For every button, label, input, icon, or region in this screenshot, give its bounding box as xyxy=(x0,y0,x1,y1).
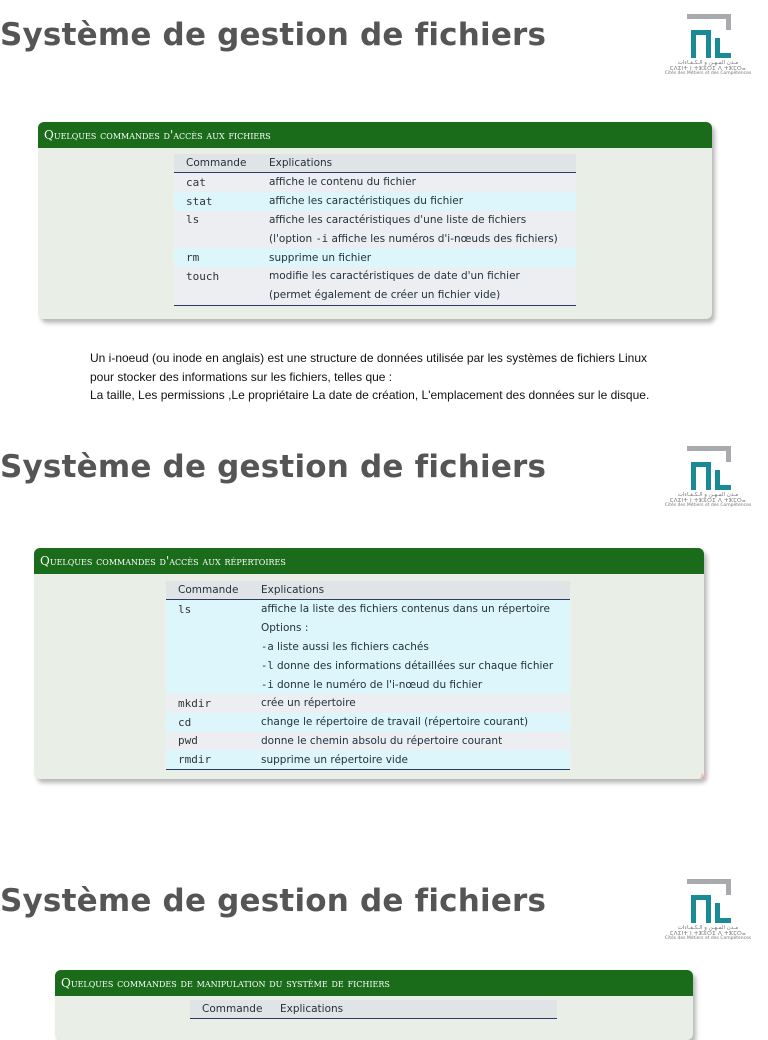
block-2 xyxy=(34,548,704,779)
slide-2-title: Système de gestion de fichiers xyxy=(0,449,547,485)
col-header-command: Commande xyxy=(166,581,249,600)
option-code: -i xyxy=(315,232,329,245)
command-cell xyxy=(166,656,249,675)
building-logo-icon xyxy=(683,877,733,925)
table-row xyxy=(166,675,570,694)
explanation-text: donne des informations détaillées sur chaque fichier xyxy=(273,659,554,672)
faint-stamp-mark: ℓℓ xyxy=(700,773,708,783)
logo-3 xyxy=(662,877,754,942)
explanation-cell: supprime un fichier xyxy=(257,248,576,267)
explanation-text: affiche les numéros d'i-nœuds des fichiers) xyxy=(328,232,558,245)
logo-tifinagh-text: ⵎⴷⵉⵏⵜ ⵏ ⵜⵣⵓⵔⵉ ⴷ ⵜⵣⵎⵔⴰ xyxy=(670,66,746,73)
col-header-explications: Explications xyxy=(249,581,570,600)
table-row xyxy=(174,211,576,230)
table-row xyxy=(174,248,576,267)
logo-tifinagh-text: ⵎⴷⵉⵏⵜ ⵏ ⵜⵣⵓⵔⵉ ⴷ ⵜⵣⵎⵔⴰ xyxy=(670,931,746,938)
building-logo-icon xyxy=(683,12,733,60)
table-header-row xyxy=(190,1000,557,1019)
paragraph-line: La taille, Les permissions ,Le propriétaire La date de création, L'emplacement des données sur le disque. xyxy=(90,388,650,402)
table-row xyxy=(166,694,570,713)
command-cell: pwd xyxy=(166,732,249,751)
explanation-text: donne le numéro de l'i-nœud du fichier xyxy=(273,678,483,691)
explanation-cell xyxy=(249,656,570,675)
table-row xyxy=(166,713,570,732)
table-row xyxy=(174,229,576,248)
explanation-cell: affiche la liste des fichiers contenus dans un répertoire xyxy=(249,600,570,619)
explanation-cell: crée un répertoire xyxy=(249,694,570,713)
table-row xyxy=(166,600,570,619)
logo-french-text: Cités des Métiers et des Compétences xyxy=(664,503,752,509)
explanation-cell: affiche les caractéristiques d'une liste de fichiers xyxy=(257,211,576,230)
command-cell: rmdir xyxy=(166,750,249,769)
explanation-text: liste aussi les fichiers cachés xyxy=(273,640,429,653)
command-cell: ls xyxy=(166,600,249,619)
command-cell xyxy=(166,619,249,638)
explanation-text: (l'option xyxy=(269,232,316,245)
paragraph-line: Un i-noeud (ou inode en anglais) est une structure de données utilisée par les systèmes de fichiers Linux xyxy=(90,351,647,365)
block-3 xyxy=(55,970,693,1040)
table-row xyxy=(166,732,570,751)
logo-french-text: Cités des Métiers et des Compétences xyxy=(664,71,752,77)
explanation-cell xyxy=(257,229,576,248)
table-row xyxy=(166,750,570,769)
col-header-command: Commande xyxy=(174,154,257,173)
block-1-header: Quelques commandes d'accès aux fichiers xyxy=(38,122,712,148)
explanation-cell: donne le chemin absolu du répertoire courant xyxy=(249,732,570,751)
explanation-cell: affiche le contenu du fichier xyxy=(257,173,576,192)
col-header-explications: Explications xyxy=(268,1000,557,1019)
command-cell: cat xyxy=(174,173,257,192)
logo-arabic-text: مـدن المـهـن و الـكـفـاءات xyxy=(677,925,739,931)
block-1-table xyxy=(174,154,576,306)
table-row xyxy=(174,173,576,192)
table-row xyxy=(174,267,576,286)
paragraph-line: pour stocker des informations sur les fichiers, telles que : xyxy=(90,369,393,384)
logo-tifinagh-text: ⵎⴷⵉⵏⵜ ⵏ ⵜⵣⵓⵔⵉ ⴷ ⵜⵣⵎⵔⴰ xyxy=(670,498,746,505)
table-header-row xyxy=(174,154,576,173)
logo-arabic-text: مـدن المـهـن و الـكـفـاءات xyxy=(677,492,739,498)
option-code: -l xyxy=(261,659,274,672)
table-row xyxy=(166,638,570,657)
table-row xyxy=(166,656,570,675)
command-cell xyxy=(166,638,249,657)
col-header-command: Commande xyxy=(190,1000,268,1019)
option-code: -i xyxy=(261,678,274,691)
command-cell xyxy=(174,286,257,305)
building-logo-icon xyxy=(683,444,733,492)
logo-1 xyxy=(662,12,754,77)
explanation-cell: Options : xyxy=(249,619,570,638)
command-cell xyxy=(174,229,257,248)
block-3-header: Quelques commandes de manipulation du système de fichiers xyxy=(55,970,693,996)
block-3-table xyxy=(190,1000,557,1019)
explanation-cell: supprime un répertoire vide xyxy=(249,750,570,769)
col-header-explications: Explications xyxy=(257,154,576,173)
option-code: -a xyxy=(261,640,274,653)
explanation-cell: change le répertoire de travail (répertoire courant) xyxy=(249,713,570,732)
command-cell: ls xyxy=(174,211,257,230)
block-2-header: Quelques commandes d'accès aux répertoires xyxy=(34,548,704,574)
table-row xyxy=(174,192,576,211)
command-cell: touch xyxy=(174,267,257,286)
logo-french-text: Cités des Métiers et des Compétences xyxy=(664,936,752,942)
block-2-table xyxy=(166,581,570,770)
explanation-cell xyxy=(249,638,570,657)
table-row xyxy=(166,619,570,638)
table-header-row xyxy=(166,581,570,600)
inode-paragraph xyxy=(90,349,730,405)
slide-3-title: Système de gestion de fichiers xyxy=(0,883,547,919)
logo-arabic-text: مـدن المـهـن و الـكـفـاءات xyxy=(677,60,739,66)
explanation-cell: (permet également de créer un fichier vide) xyxy=(257,286,576,305)
command-cell xyxy=(166,675,249,694)
logo-2 xyxy=(662,444,754,509)
explanation-cell xyxy=(249,675,570,694)
block-1 xyxy=(38,122,712,319)
command-cell: mkdir xyxy=(166,694,249,713)
explanation-cell: modifie les caractéristiques de date d'un fichier xyxy=(257,267,576,286)
command-cell: stat xyxy=(174,192,257,211)
explanation-cell: affiche les caractéristiques du fichier xyxy=(257,192,576,211)
table-row xyxy=(174,286,576,305)
command-cell: rm xyxy=(174,248,257,267)
slide-1-title: Système de gestion de fichiers xyxy=(0,17,547,53)
command-cell: cd xyxy=(166,713,249,732)
